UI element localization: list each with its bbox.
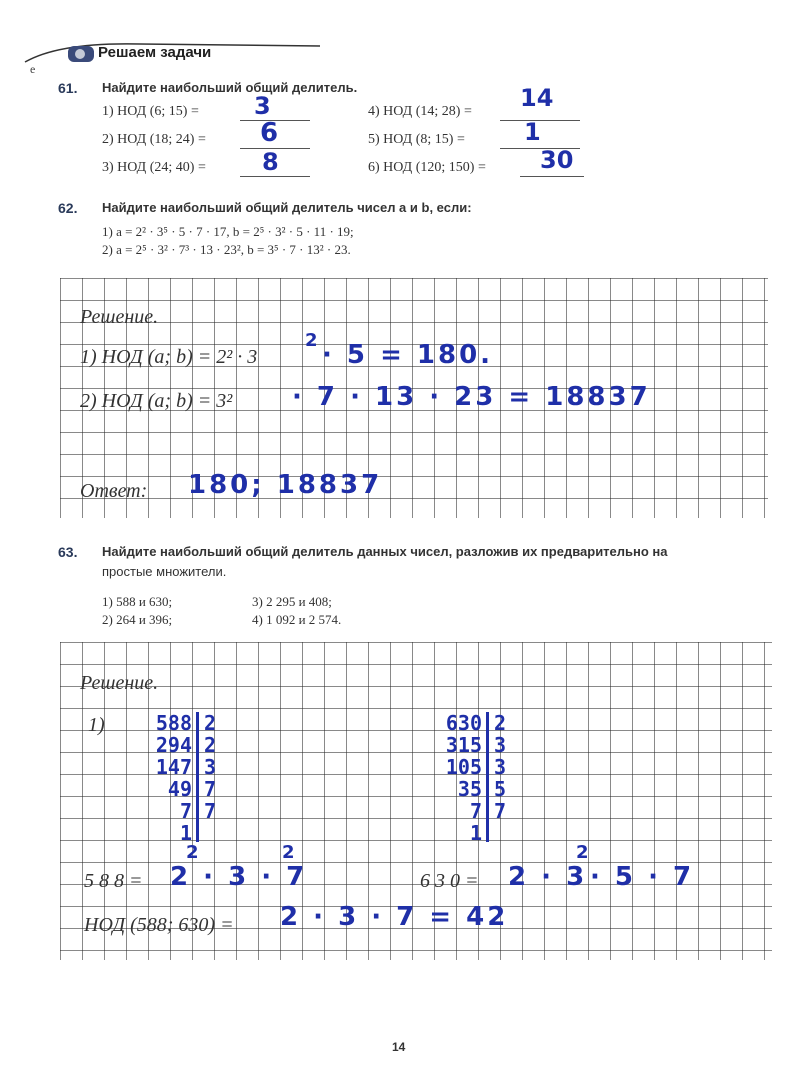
right-factorization-label: 6 3 0 = [420,870,479,892]
task-61-item-4: 4) НОД (14; 28) = [368,104,472,119]
divisor: 2 [204,711,217,735]
task-61-answer-3: 8 [262,148,279,176]
answer-line [520,176,584,177]
task-61-answer-1: 3 [254,92,271,120]
dividend: 294 [155,733,192,757]
answer-line [240,176,310,177]
left-factorization-handwritten: 2 · 3 · 7 [170,862,308,892]
dividend: 1 [469,821,482,845]
section-title: Решаем задачи [98,44,212,61]
right-factorization-handwritten-1: 2 · 3 [508,862,588,892]
sol-62-2-handwritten: · 7 · 13 · 23 = 18837 [292,382,651,412]
task-61-item-5: 5) НОД (8; 15) = [368,132,465,147]
task-61-item-3: 3) НОД (24; 40) = [102,160,206,175]
left-divisors [204,712,216,822]
task-62-line-2: 2) a = 2⁵ · 3² · 7³ · 13 · 23², b = 3⁵ · 7 · 13² · 23. [102,242,351,257]
right-divisors [494,712,506,822]
item-label-63: 1) [88,714,105,736]
dividend: 35 [457,777,482,801]
dividend: 630 [445,711,482,735]
page-number: 14 [392,1040,406,1054]
task-61-prompt: Найдите наибольший общий делитель. [102,80,358,95]
task-61-number: 61. [58,80,78,96]
task-63-prompt-line-1: Найдите наибольший общий делитель данных чисел, разложив их предварительно на [102,544,668,559]
task-61-answer-6: 30 [540,146,574,174]
gcd-63-handwritten: 2 · 3 · 7 = 42 [280,902,509,932]
right-factorization-exponent: 2 [576,842,589,863]
page-marker: e [30,62,36,76]
task-63-prompt-line-2: простые множители. [102,564,227,579]
solution-label-62: Решение. [80,306,159,328]
left-factorization-exponent-2: 2 [282,842,295,863]
dividend: 105 [445,755,482,779]
sol-62-1-exponent: 2 [305,330,318,351]
sol-62-1-printed: 1) НОД (a; b) = 2² · 3 [80,346,258,368]
dividend: 588 [155,711,192,735]
task-62-line-1: 1) a = 2² · 3⁵ · 5 · 7 · 17, b = 2⁵ · 3² · 5 · 11 · 19; [102,224,354,239]
task-63-option-1: 1) 588 и 630; [102,594,173,609]
left-factorization-label: 5 8 8 = [84,870,143,892]
task-61-item-1: 1) НОД (6; 15) = [102,104,199,119]
division-line-right [486,712,489,842]
divisor: 7 [204,799,217,823]
dividend: 7 [179,799,192,823]
task-63-option-3: 3) 2 295 и 408; [252,594,332,609]
task-61-answer-5: 1 [524,118,541,146]
task-61-answer-4: 14 [520,84,554,112]
task-62-number: 62. [58,200,78,216]
left-dividends [120,712,192,844]
divisor: 3 [494,733,507,757]
sol-62-2-printed: 2) НОД (a; b) = 3² [80,390,233,412]
task-61-item-6: 6) НОД (120; 150) = [368,160,486,175]
divisor: 3 [494,755,507,779]
solution-label-63: Решение. [80,672,159,694]
task-63-option-4: 4) 1 092 и 2 574. [252,612,342,627]
task-62-prompt: Найдите наибольший общий делитель чисел a и b, если: [102,200,472,215]
divisor: 3 [204,755,217,779]
divisor: 7 [494,799,507,823]
divisor: 2 [494,711,507,735]
left-factorization-exponent: 2 [186,842,199,863]
right-dividends [410,712,482,844]
dividend: 1 [179,821,192,845]
gcd-label-63: НОД (588; 630) = [84,914,234,936]
dividend: 49 [167,777,192,801]
dividend: 7 [469,799,482,823]
task-61-item-2: 2) НОД (18; 24) = [102,132,206,147]
task-61-answer-2: 6 [260,118,279,148]
sol-62-1-handwritten: · 5 = 180. [322,340,494,370]
right-factorization-handwritten-2: · 5 · 7 [590,862,695,892]
answer-62-handwritten: 180; 18837 [188,470,383,500]
task-63-number: 63. [58,544,78,560]
dividend: 147 [155,755,192,779]
task-63-option-2: 2) 264 и 396; [102,612,173,627]
dividend: 315 [445,733,482,757]
division-line-left [196,712,199,842]
answer-label-62: Ответ: [80,480,148,502]
divisor: 7 [204,777,217,801]
divisor: 2 [204,733,217,757]
divisor: 5 [494,777,507,801]
